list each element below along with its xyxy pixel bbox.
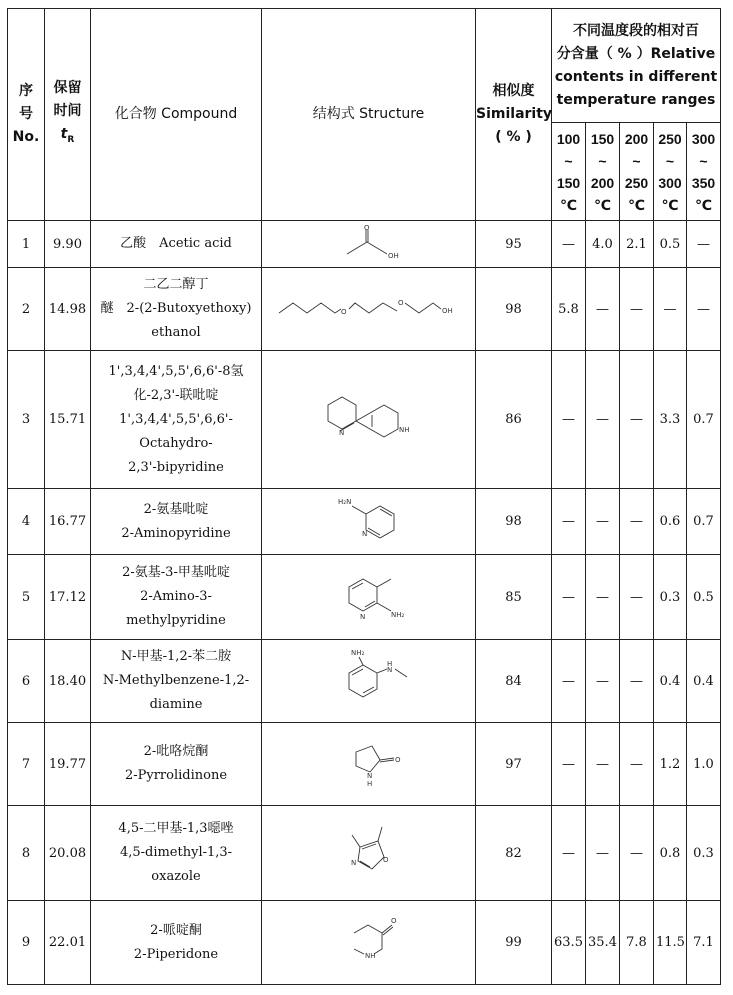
- cell-value: 1.2: [654, 723, 687, 806]
- aminopyridine-structure: [262, 489, 476, 555]
- cell-value: —: [620, 806, 654, 901]
- cell-similarity: 97: [476, 723, 552, 806]
- struct-label: NH₂: [350, 649, 364, 657]
- cell-rt: 18.40: [45, 640, 91, 723]
- cell-compound: [91, 901, 262, 985]
- header-retention-time: [45, 9, 91, 221]
- range-tilde: ~: [632, 152, 641, 169]
- acetic-acid-structure: [262, 221, 476, 268]
- cell-value: 1.0: [687, 723, 721, 806]
- cell-value: 2.1: [620, 221, 654, 268]
- header-rt-cn2: 时间: [53, 103, 82, 120]
- header-rt-symbol: t: [60, 126, 68, 143]
- cell-value: 63.5: [552, 901, 586, 985]
- cell-value: —: [586, 489, 620, 555]
- cell-compound: [91, 640, 262, 723]
- range-tilde: ~: [598, 152, 607, 169]
- struct-label: O: [390, 916, 397, 925]
- struct-label: NH: [398, 425, 409, 434]
- header-rel-line1: 不同温度段的相对百: [573, 22, 699, 39]
- compound-name-line: 2-氨基吡啶: [143, 501, 209, 517]
- cell-value: —: [620, 640, 654, 723]
- struct-label: H: [366, 780, 372, 788]
- range-from: 300: [691, 130, 716, 147]
- range-unit: ℃: [628, 196, 645, 213]
- header-rel-line3: contents in different: [554, 68, 718, 85]
- cell-value: —: [654, 268, 687, 351]
- cell-no: 2: [8, 268, 45, 351]
- methylbenzene-diamine-structure: [262, 640, 476, 723]
- cell-similarity: 86: [476, 351, 552, 489]
- cell-compound: [91, 268, 262, 351]
- cell-value: —: [586, 806, 620, 901]
- cell-value: —: [552, 640, 586, 723]
- amino-methylpyridine-structure: [262, 555, 476, 640]
- cell-value: 4.0: [586, 221, 620, 268]
- cell-similarity: 82: [476, 806, 552, 901]
- table-row: [8, 901, 721, 985]
- range-from: 200: [624, 130, 649, 147]
- struct-label: NH: [364, 951, 375, 960]
- cell-similarity: 84: [476, 640, 552, 723]
- header-no-en: No.: [12, 129, 40, 145]
- cell-no: 8: [8, 806, 45, 901]
- cell-value: 7.8: [620, 901, 654, 985]
- compound-name-line: 4,5-二甲基-1,3噁唑: [118, 821, 234, 836]
- cell-rt: 15.71: [45, 351, 91, 489]
- compound-name-line: 2-Amino-3-: [140, 589, 212, 604]
- cell-value: —: [552, 806, 586, 901]
- cell-similarity: 99: [476, 901, 552, 985]
- cell-value: 11.5: [654, 901, 687, 985]
- table-row: [8, 489, 721, 555]
- struct-label: N: [350, 859, 356, 867]
- struct-label: OH: [441, 307, 453, 315]
- compound-name-line: 1',3,4,4',5,5',6,6'-: [119, 411, 233, 427]
- struct-label: N: [366, 772, 372, 780]
- struct-label: H: [386, 660, 392, 668]
- header-range-300-350: [687, 123, 721, 221]
- compound-name-line: 1',3,4,4',5,5',6,6'-8氢: [108, 363, 244, 379]
- cell-no: 5: [8, 555, 45, 640]
- range-tilde: ~: [699, 152, 708, 169]
- header-no: [8, 9, 45, 221]
- struct-label: N: [338, 428, 344, 437]
- struct-label: O: [397, 299, 404, 307]
- cell-value: 3.3: [654, 351, 687, 489]
- cell-no: 9: [8, 901, 45, 985]
- table-row: [8, 221, 721, 268]
- compound-name-line: 2-Aminopyridine: [121, 525, 231, 541]
- range-to: 300: [658, 174, 682, 191]
- cell-value: —: [620, 489, 654, 555]
- cell-rt: 22.01: [45, 901, 91, 985]
- cell-no: 3: [8, 351, 45, 489]
- cell-value: 0.3: [687, 806, 721, 901]
- cell-no: 7: [8, 723, 45, 806]
- compound-name-line: 二乙二醇丁: [143, 277, 209, 292]
- compound-name-line: 2-哌啶酮: [150, 922, 202, 938]
- cell-rt: 9.90: [45, 221, 91, 268]
- struct-label: NH₂: [390, 611, 404, 619]
- dimethyl-oxazole-structure: [262, 806, 476, 901]
- header-similarity: [476, 9, 552, 221]
- range-unit: ℃: [695, 196, 712, 213]
- compound-name-line: oxazole: [151, 869, 201, 884]
- struct-label: O: [340, 308, 347, 316]
- cell-value: —: [552, 221, 586, 268]
- cell-value: —: [620, 723, 654, 806]
- octahydro-bipyridine-structure: [262, 351, 476, 489]
- cell-value: 0.5: [687, 555, 721, 640]
- cell-value: —: [586, 268, 620, 351]
- header-no-cn1: 序: [19, 83, 33, 99]
- compound-name-line: 2-Piperidone: [133, 946, 219, 962]
- cell-similarity: 98: [476, 268, 552, 351]
- cell-value: 0.8: [654, 806, 687, 901]
- cell-similarity: 98: [476, 489, 552, 555]
- range-to: 350: [691, 174, 716, 191]
- range-unit: ℃: [560, 196, 577, 213]
- range-tilde: ~: [564, 152, 573, 169]
- range-unit: ℃: [594, 196, 611, 213]
- cell-value: —: [586, 351, 620, 489]
- cell-rt: 14.98: [45, 268, 91, 351]
- compound-name-line: methylpyridine: [126, 613, 226, 628]
- range-to: 200: [590, 174, 615, 191]
- piperidone-structure: [262, 901, 476, 985]
- struct-label: O: [363, 224, 370, 232]
- cell-no: 4: [8, 489, 45, 555]
- cell-rt: 17.12: [45, 555, 91, 640]
- cell-value: 35.4: [586, 901, 620, 985]
- table-row: [8, 640, 721, 723]
- struct-label: OH: [387, 252, 399, 260]
- range-from: 100: [556, 130, 581, 147]
- cell-value: 7.1: [687, 901, 721, 985]
- cell-value: 0.4: [687, 640, 721, 723]
- range-to: 150: [556, 174, 581, 191]
- cell-value: 0.7: [687, 489, 721, 555]
- struct-label: O: [382, 856, 389, 864]
- cell-compound: [91, 221, 262, 268]
- header-rt-cn1: 保留: [53, 80, 82, 97]
- cell-value: —: [586, 640, 620, 723]
- cell-value: —: [620, 555, 654, 640]
- cell-value: —: [687, 221, 721, 268]
- cell-compound: [91, 351, 262, 489]
- cell-value: 0.6: [654, 489, 687, 555]
- cell-value: —: [586, 555, 620, 640]
- compound-name-line: diamine: [149, 697, 203, 712]
- header-range-200-250: [620, 123, 654, 221]
- header-structure: 结构式 Structure: [262, 9, 476, 221]
- cell-value: 5.8: [552, 268, 586, 351]
- cell-compound: [91, 555, 262, 640]
- compound-name-line: 醚 2-(2-Butoxyethoxy): [100, 301, 252, 316]
- cell-compound: [91, 723, 262, 806]
- cell-compound: [91, 489, 262, 555]
- cell-value: —: [552, 723, 586, 806]
- pyrrolidinone-structure: [262, 723, 476, 806]
- compound-table: [7, 8, 721, 985]
- header-rt-sub: R: [67, 134, 75, 145]
- struct-label: N: [386, 666, 392, 674]
- cell-value: 0.7: [687, 351, 721, 489]
- compound-name-line: ethanol: [151, 325, 201, 340]
- header-sim-unit: ( % ): [495, 129, 532, 145]
- cell-similarity: 85: [476, 555, 552, 640]
- range-from: 250: [658, 130, 682, 147]
- cell-value: —: [586, 723, 620, 806]
- compound-name-line: N-Methylbenzene-1,2-: [102, 673, 250, 688]
- struct-label: O: [394, 756, 401, 764]
- header-compound: 化合物 Compound: [91, 9, 262, 221]
- cell-value: 0.4: [654, 640, 687, 723]
- struct-label: H₂N: [337, 497, 351, 506]
- compound-name-line: N-甲基-1,2-苯二胺: [120, 649, 232, 664]
- header-range-150-200: [586, 123, 620, 221]
- compound-name-line: 2-氨基-3-甲基吡啶: [122, 565, 230, 580]
- header-rel-line4: temperature ranges: [556, 91, 716, 108]
- butoxyethoxy-ethanol-structure: [262, 268, 476, 351]
- cell-value: —: [552, 489, 586, 555]
- cell-value: —: [620, 351, 654, 489]
- cell-rt: 16.77: [45, 489, 91, 555]
- header-range-250-300: [654, 123, 687, 221]
- compound-name-line: 化-2,3'-联吡啶: [133, 387, 219, 403]
- table-row: [8, 723, 721, 806]
- cell-rt: 20.08: [45, 806, 91, 901]
- table-row: [8, 555, 721, 640]
- cell-rt: 19.77: [45, 723, 91, 806]
- struct-label: N: [361, 529, 367, 538]
- header-relative-contents: [552, 9, 721, 123]
- header-sim-cn: 相似度: [492, 83, 535, 99]
- range-tilde: ~: [665, 152, 675, 169]
- header-range-100-150: [552, 123, 586, 221]
- range-to: 250: [624, 174, 649, 191]
- compound-name-line: Octahydro-: [139, 435, 213, 451]
- cell-value: —: [620, 268, 654, 351]
- compound-name-line: 4,5-dimethyl-1,3-: [119, 845, 233, 860]
- table-row: [8, 351, 721, 489]
- cell-similarity: 95: [476, 221, 552, 268]
- compound-name-line: 乙酸 Acetic acid: [120, 236, 232, 251]
- cell-compound: [91, 806, 262, 901]
- cell-value: —: [552, 351, 586, 489]
- compound-name-line: 2-吡咯烷酮: [143, 744, 209, 759]
- table-row: [8, 806, 721, 901]
- range-unit: ℃: [661, 196, 679, 213]
- table-row: [8, 268, 721, 351]
- range-from: 150: [590, 130, 615, 147]
- header-no-cn2: 号: [19, 106, 33, 122]
- cell-no: 1: [8, 221, 45, 268]
- header-rel-line2: 分含量（ % ）Relative: [556, 45, 716, 62]
- compound-name-line: 2-Pyrrolidinone: [124, 768, 228, 783]
- cell-value: —: [687, 268, 721, 351]
- cell-value: 0.3: [654, 555, 687, 640]
- compound-name-line: 2,3'-bipyridine: [128, 459, 224, 475]
- cell-value: —: [552, 555, 586, 640]
- cell-value: 0.5: [654, 221, 687, 268]
- cell-no: 6: [8, 640, 45, 723]
- struct-label: N: [359, 613, 365, 621]
- header-sim-en: Similarity: [476, 106, 553, 122]
